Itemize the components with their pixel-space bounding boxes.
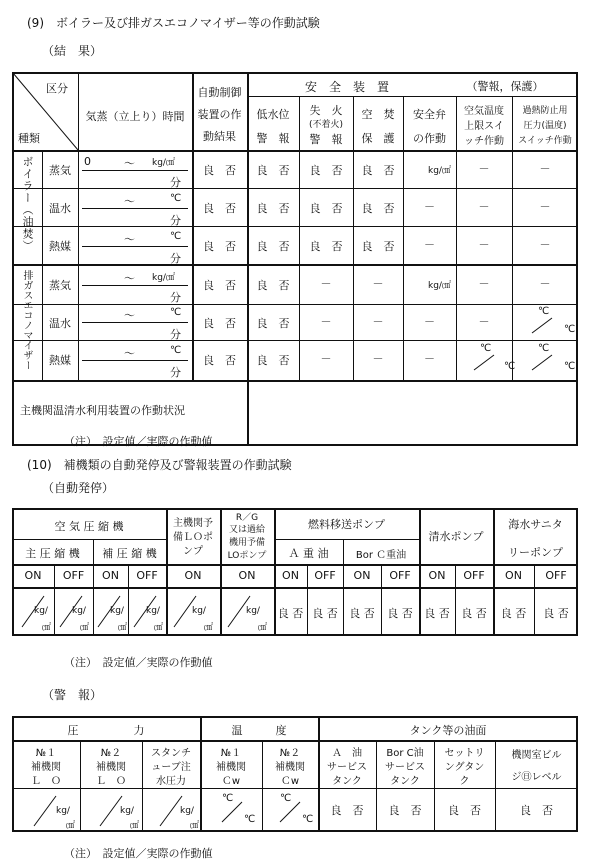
low-water-result: 良 否 (256, 164, 290, 177)
result-cell: 良 否 (330, 804, 364, 817)
unit-cm: ㎠ (154, 623, 164, 633)
unit-cm: ㎠ (258, 623, 268, 633)
unit-cm: ㎠ (118, 623, 128, 633)
misfire-dash: － (320, 277, 332, 290)
unit-celsius: ℃ (222, 793, 234, 804)
col-no2: №２ (100, 748, 122, 759)
col-tank-bc-2: サービス (385, 762, 425, 773)
unit-kg: kg/ (72, 606, 86, 616)
on-label: ON (24, 569, 42, 582)
row-label: 熱媒 (49, 240, 71, 253)
col-temp-no1-3: Ｃw (221, 776, 241, 787)
header-safety-note: （警報，保護） (466, 80, 544, 93)
col-air-temp-3: ッチ作動 (464, 136, 504, 147)
unit-cm: ㎠ (42, 623, 52, 633)
low-water-result: 良 否 (256, 240, 290, 253)
result-cell: 良 否 (461, 607, 487, 620)
misfire-result: 良 否 (309, 202, 343, 215)
overheat-celsius: ℃ (538, 306, 550, 317)
section9-note: （注） 設定値／実際の作動値 (64, 435, 213, 448)
low-water-result: 良 否 (256, 202, 290, 215)
col-overheat-2: 圧力(温度) (523, 121, 567, 131)
col-no1: №１ (35, 748, 57, 759)
off-label: OFF (389, 569, 411, 582)
unit-celsius: ℃ (170, 193, 182, 204)
air-temp-celsius-2: ℃ (504, 361, 516, 372)
header-main-compressor: 主 圧 縮 機 (25, 547, 80, 560)
col-air-temp-2: 上限スイ (464, 121, 504, 132)
col-stern-tube-2: ューブ注 (151, 762, 191, 773)
unit-celsius: ℃ (170, 345, 182, 356)
col-empty-fire: 空 焚 (361, 108, 395, 121)
overheat-dash: － (539, 238, 551, 251)
empty-fire-dash: － (372, 315, 384, 328)
off-label: OFF (62, 569, 85, 582)
footer-row: 主機関温清水利用装置の作動状況 (20, 404, 185, 417)
header-temperature: 温 度 (231, 724, 287, 737)
unit-kg: kg/ (120, 806, 134, 816)
col-temp-no2-2: 補機関 (275, 762, 305, 773)
low-water-result: 良 否 (256, 279, 290, 292)
row-label: 熱媒 (49, 354, 71, 367)
unit-minutes: 分 (170, 291, 181, 304)
overheat-celsius: ℃ (538, 343, 550, 354)
col-no1-2: 補機関 (31, 762, 61, 773)
col-temp-no2: №２ (279, 748, 301, 759)
col-tank-a: Ａ 油 (332, 748, 362, 759)
empty-fire-dash: － (372, 352, 384, 365)
result-cell: 良 否 (500, 607, 527, 620)
col-no2-2: 補機関 (96, 762, 126, 773)
col-bilge-level: 機関室ビル (511, 750, 562, 761)
header-auto-control-3: 動結果 (203, 130, 236, 143)
group-economizer: 排ガスエコノマイザー (21, 270, 32, 370)
col-settling-tank-2: ングタン (444, 762, 485, 773)
unit-pressure: kg/㎠ (152, 158, 175, 168)
col-tank-bc: Bor C油 (386, 748, 424, 759)
col-tank-bc-3: タンク (390, 776, 420, 787)
unit-celsius: ℃ (244, 814, 256, 825)
col-safety-valve-2: の作動 (413, 132, 446, 145)
tilde: ～ (124, 309, 135, 322)
header-steam-time: 気蒸（立上り）時間 (85, 110, 185, 123)
unit-kg: kg/ (34, 606, 48, 616)
col-no2-3: Ｌ Ｏ (96, 776, 126, 787)
valve-dash: － (424, 352, 435, 365)
header-fuel-a: Ａ 重 油 (288, 547, 329, 560)
empty-fire-result: 良 否 (361, 240, 395, 253)
unit-cm: ㎠ (130, 821, 140, 831)
col-settling-tank: セットリ (444, 748, 485, 759)
overheat-dash: － (539, 200, 551, 213)
section10-title: (10) 補機類の自動発停及び警報装置の作動試験 (27, 458, 292, 472)
low-water-result: 良 否 (256, 354, 290, 367)
unit-celsius: ℃ (170, 307, 182, 318)
header-auto-control: 自動制御 (197, 86, 242, 99)
unit-pressure: kg/㎠ (152, 273, 175, 283)
col-overheat: 過熱防止用 (522, 106, 568, 116)
result-cell: 良 否 (312, 607, 338, 620)
on-label: ON (505, 569, 522, 582)
low-water-result: 良 否 (256, 317, 290, 330)
header-air-compressor: 空 気 圧 縮 機 (54, 520, 124, 533)
tilde: ～ (124, 272, 135, 285)
col-temp-no1-2: 補機関 (216, 762, 246, 773)
col-settling-tank-3: ク (459, 776, 470, 787)
on-label: ON (282, 569, 299, 582)
row-label: 蒸気 (49, 279, 71, 292)
unit-kg: kg/ (146, 606, 160, 616)
unit-cm: ㎠ (66, 821, 76, 831)
overheat-celsius-2: ℃ (564, 361, 576, 372)
col-safety-valve: 安全弁 (413, 108, 446, 121)
auto-result: 良 否 (203, 240, 236, 253)
col-stern-tube: スタンチ (151, 748, 191, 759)
col-no1-3: Ｌ Ｏ (31, 776, 61, 787)
auto-result: 良 否 (203, 354, 236, 367)
air-temp-dash: － (478, 162, 490, 175)
tilde: ～ (124, 233, 135, 246)
unit-cm: ㎠ (204, 623, 214, 633)
valve-dash: － (424, 200, 435, 213)
air-temp-dash: － (478, 238, 490, 251)
unit-minutes: 分 (170, 366, 181, 379)
auto-label: （自動発停） (42, 481, 115, 495)
tilde: ～ (124, 195, 135, 208)
col-air-temp: 空気温度 (464, 106, 504, 117)
on-label: ON (184, 569, 202, 582)
header-fresh-pump: 清水ポンプ (428, 530, 484, 543)
col-misfire: 失 火 (309, 104, 343, 117)
col-tank-a-2: サービス (327, 762, 367, 773)
off-label: OFF (545, 569, 567, 582)
result-cell: 良 否 (388, 804, 422, 817)
result-cell: 良 否 (349, 607, 375, 620)
unit-celsius: ℃ (302, 814, 314, 825)
unit-kg: kg/ (192, 606, 206, 616)
header-fuel-bc: Bor Ｃ重油 (355, 550, 407, 561)
header-lo-pump-3: ンプ (183, 546, 203, 557)
col-misfire-2: (不着火) (308, 120, 344, 130)
header-rg-pump-3: 機用予備 (228, 538, 265, 548)
air-temp-dash: － (478, 200, 490, 213)
col-temp-no2-3: Ｃw (280, 776, 300, 787)
auto-result: 良 否 (203, 317, 236, 330)
result-label: （結 果） (42, 44, 103, 58)
tilde: ～ (124, 347, 135, 360)
off-label: OFF (136, 569, 158, 582)
air-temp-celsius: ℃ (480, 343, 492, 354)
on-label: ON (238, 569, 256, 582)
empty-fire-result: 良 否 (361, 202, 395, 215)
header-auto-control-2: 装置の作 (197, 108, 242, 121)
unit-kg: kg/ (56, 806, 70, 816)
section10-note: （注） 設定値／実際の作動値 (64, 656, 213, 669)
valve-unit: kg/㎠ (428, 281, 451, 291)
header-rg-pump: R／G (235, 513, 259, 523)
header-aux-compressor: 補 圧 縮 機 (102, 547, 157, 560)
empty-fire-dash: － (372, 277, 384, 290)
header-shurui: 種類 (18, 132, 40, 145)
misfire-result: 良 否 (309, 164, 343, 177)
col-empty-fire-2: 保 護 (361, 132, 395, 145)
col-tank-a-3: タンク (332, 776, 362, 787)
unit-cm: ㎠ (190, 821, 200, 831)
valve-unit: kg/㎠ (428, 166, 451, 176)
result-cell: 良 否 (543, 607, 569, 620)
valve-dash: － (424, 315, 435, 328)
result-cell: 良 否 (387, 607, 413, 620)
on-label: ON (353, 569, 371, 582)
result-cell: 良 否 (424, 607, 450, 620)
misfire-dash: － (320, 315, 332, 328)
zero-value: 0 (84, 155, 91, 168)
header-pressure: 圧 力 (67, 724, 145, 737)
unit-kg: kg/ (180, 806, 194, 816)
header-lo-pump: 主機関予 (173, 518, 213, 529)
off-label: OFF (463, 569, 485, 582)
col-misfire-3: 警 報 (309, 133, 343, 146)
row-label: 蒸気 (49, 164, 71, 177)
alarm-label: （警 報） (42, 688, 103, 702)
unit-celsius: ℃ (170, 231, 182, 242)
unit-kg: kg/ (110, 606, 124, 616)
col-overheat-3: スイッチ作動 (518, 136, 572, 146)
result-cell: 良 否 (277, 607, 304, 620)
col-low-water-2: 警 報 (256, 132, 290, 145)
air-temp-dash: － (478, 315, 490, 328)
header-rg-pump-2: 又は過給 (228, 525, 265, 535)
header-tank-level: タンク等の油面 (409, 724, 487, 737)
unit-minutes: 分 (170, 176, 181, 189)
misfire-dash: － (320, 352, 332, 365)
header-kubun: 区分 (46, 82, 68, 95)
empty-fire-result: 良 否 (361, 164, 395, 177)
header-fuel-pump: 燃料移送ポンプ (308, 518, 385, 531)
air-temp-dash: － (478, 277, 490, 290)
on-label: ON (102, 569, 119, 582)
header-rg-pump-4: LOポンプ (227, 551, 267, 561)
unit-celsius: ℃ (280, 793, 292, 804)
col-low-water: 低水位 (256, 108, 290, 121)
misfire-result: 良 否 (309, 240, 343, 253)
unit-kg: kg/ (246, 606, 260, 616)
unit-minutes: 分 (170, 214, 181, 227)
on-label: ON (428, 569, 446, 582)
auto-result: 良 否 (203, 279, 236, 292)
col-stern-tube-3: 水圧力 (156, 776, 186, 787)
header-safety: 安 全 装 置 (304, 80, 389, 94)
header-lo-pump-2: 備ＬＯポ (173, 532, 213, 543)
auto-result: 良 否 (203, 202, 236, 215)
col-bilge-level-2: ジ㊐レベル (511, 772, 562, 783)
tilde: ～ (124, 157, 135, 170)
row-label: 温水 (49, 202, 71, 215)
unit-minutes: 分 (170, 252, 181, 265)
row-label: 温水 (49, 317, 71, 330)
result-cell: 良 否 (448, 804, 481, 817)
alarm-note: （注） 設定値／実際の作動値 (64, 847, 213, 860)
result-cell: 良 否 (520, 804, 553, 817)
section9-title: (9) ボイラー及び排ガスエコノマイザー等の作動試験 (27, 16, 320, 30)
overheat-dash: － (539, 277, 551, 290)
header-sea-pump-2: リーポンプ (508, 546, 563, 559)
overheat-dash: － (539, 162, 551, 175)
auto-result: 良 否 (203, 164, 236, 177)
group-boiler: ボイラー（油焚） (21, 156, 34, 252)
unit-minutes: 分 (170, 328, 181, 341)
overheat-celsius-2: ℃ (564, 324, 576, 335)
header-sea-pump: 海水サニタ (508, 518, 563, 531)
valve-dash: － (424, 238, 435, 251)
unit-cm: ㎠ (80, 623, 90, 633)
col-temp-no1: №１ (220, 748, 242, 759)
off-label: OFF (314, 569, 336, 582)
